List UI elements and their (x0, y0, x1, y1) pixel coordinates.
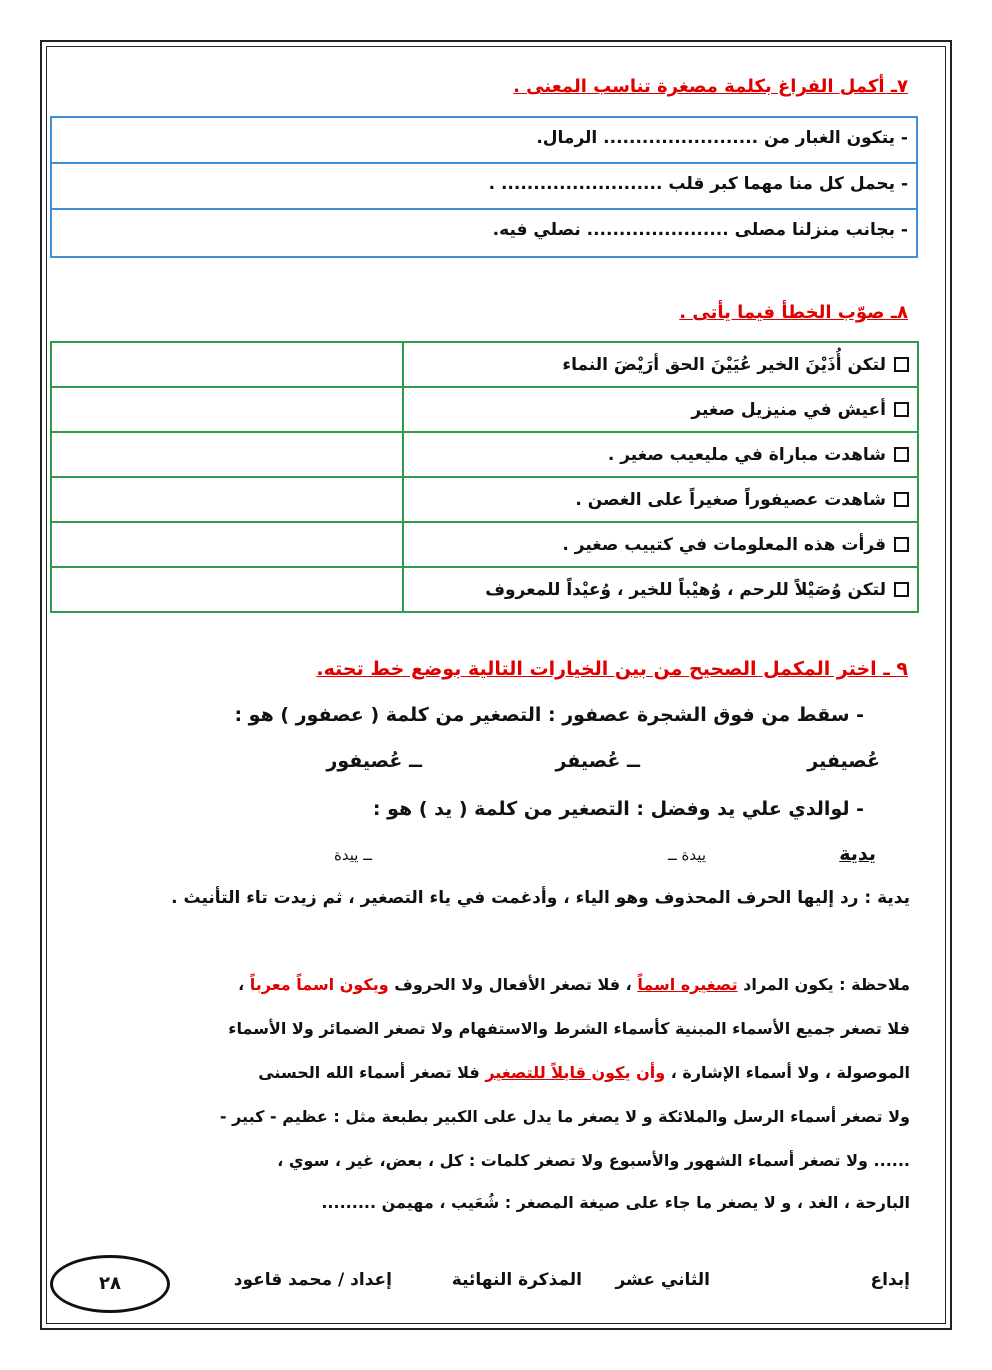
answer-cell[interactable] (51, 387, 403, 432)
note-line-6: البارحة ، الغد ، و لا يصغر ما جاء على صيغة المصغر : شُعَيب ، مهيمن ......... (321, 1193, 910, 1212)
statement-text: شاهدت مباراة في مليعيب صغير . (607, 444, 886, 465)
q9-title: ٩ ـ اختر المكمل الصحيح من بين الخيارات التالية بوضع خط تحته. (316, 658, 908, 680)
q9-item1: - سقط من فوق الشجرة عصفور : التصغير من كلمة ( عصفور ) هو : (234, 704, 864, 726)
note-line-3 (258, 1063, 910, 1082)
table-row (51, 432, 918, 477)
footer-grade: الثاني عشر (615, 1270, 710, 1290)
statement-cell (403, 522, 918, 567)
q7-title: ٧ـ أكمل الفراغ بكلمة مصغرة تناسب المعنى . (513, 76, 908, 97)
statement-cell (403, 342, 918, 387)
checkbox-icon[interactable] (894, 402, 909, 417)
checkbox-icon[interactable] (894, 582, 909, 597)
q8-title: ٨ـ صوّب الخطأ فيما يأتى . (679, 302, 908, 323)
q9-item2-option[interactable]: يدية (839, 843, 876, 865)
table-row (51, 387, 918, 432)
statement-cell (403, 477, 918, 522)
q8-table (50, 341, 919, 613)
table-row (51, 567, 918, 612)
answer-cell[interactable] (51, 567, 403, 612)
note-text: ، فلا تصغر الأفعال ولا الحروف (388, 975, 638, 994)
q9-item2-option[interactable]: ــ ييدة (334, 846, 372, 864)
note-line-2: فلا تصغر جميع الأسماء المبنية كأسماء الشرط والاستفهام ولا تصغر الضمائر ولا الأسماء (228, 1019, 910, 1038)
statement-text: شاهدت عصيفوراً صغيراً على الغصن . (575, 489, 886, 510)
statement-text: قرأت هذه المعلومات في كتييب صغير . (562, 534, 886, 555)
note-highlight: وأن (636, 1063, 666, 1082)
note-line-5: ...... ولا تصغر أسماء الشهور والأسبوع ولا تصغر كلمات : كل ، بعض، غير ، سوي ، (277, 1151, 910, 1170)
page-number: ٢٨ (99, 1273, 121, 1294)
statement-text: لتكن وُصَيْلاً للرحم ، وُهيْباً للخير ، وُعيْداً للمعروف (485, 579, 886, 600)
statement-text: أعيش في منيزيل صغير (691, 399, 886, 420)
q7-row (52, 210, 916, 256)
q7-box (50, 116, 918, 258)
checkbox-icon[interactable] (894, 357, 909, 372)
note-line-4: ولا تصغر أسماء الرسل والملائكة و لا يصغر ما يدل على الكبير بطبعة مثل : عظيم - كبير - (219, 1107, 910, 1126)
statement-text: لتكن أُذَيْنَ الخير عُيَيْنَ الحق أرَيْضَ النماء (562, 354, 886, 375)
note-line-1 (238, 975, 910, 994)
checkbox-icon[interactable] (894, 447, 909, 462)
q7-row-text: - بجانب منزلنا مصلى ...................... نصلي فيه. (492, 220, 908, 240)
q7-row (52, 118, 916, 164)
checkbox-icon[interactable] (894, 537, 909, 552)
answer-cell[interactable] (51, 342, 403, 387)
q7-row-text: - يحمل كل منا مهما كبر قلب ......................... . (488, 174, 908, 194)
q9-explanation: يدية : رد إليها الحرف المحذوف وهو الياء ، وأدغمت في ياء التصغير ، ثم زيدت تاء التأنيث . (171, 888, 910, 908)
note-text: فلا تصغر أسماء الله الحسنى (258, 1063, 486, 1082)
statement-cell (403, 432, 918, 477)
footer-doc: المذكرة النهائية (451, 1270, 582, 1290)
note-label: ملاحظة : يكون المراد (737, 975, 910, 994)
table-row (51, 342, 918, 387)
footer-brand: إبداع (870, 1270, 910, 1290)
note-highlight: يكون قابلاً للتصغير (485, 1063, 631, 1082)
footer-author: إعداد / محمد قاعود (233, 1270, 392, 1290)
q9-item2-option[interactable]: ييدة ــ (668, 846, 706, 864)
note-text: ، (238, 975, 250, 994)
q9-item1-option[interactable]: ــ عُصيفر (555, 750, 640, 772)
q9-item2: - لوالدي علي يد وفضل : التصغير من كلمة ( يد ) هو : (372, 798, 864, 820)
page-number-oval (50, 1255, 170, 1313)
q9-item1-option[interactable]: ــ عُصيفور (326, 750, 422, 772)
table-row (51, 477, 918, 522)
note-highlight: تصغيره اسماً (637, 975, 738, 994)
note-text: الموصولة ، ولا أسماء الإشارة ، (665, 1063, 910, 1082)
answer-cell[interactable] (51, 432, 403, 477)
statement-cell (403, 567, 918, 612)
q7-row (52, 164, 916, 210)
answer-cell[interactable] (51, 477, 403, 522)
answer-cell[interactable] (51, 522, 403, 567)
q9-item1-option[interactable]: عُصيفير (807, 750, 880, 772)
checkbox-icon[interactable] (894, 492, 909, 507)
q7-row-text: - يتكون الغبار من ........................ الرمال. (536, 128, 908, 148)
statement-cell (403, 387, 918, 432)
table-row (51, 522, 918, 567)
note-highlight: ويكون اسماً معرباً (249, 975, 389, 994)
